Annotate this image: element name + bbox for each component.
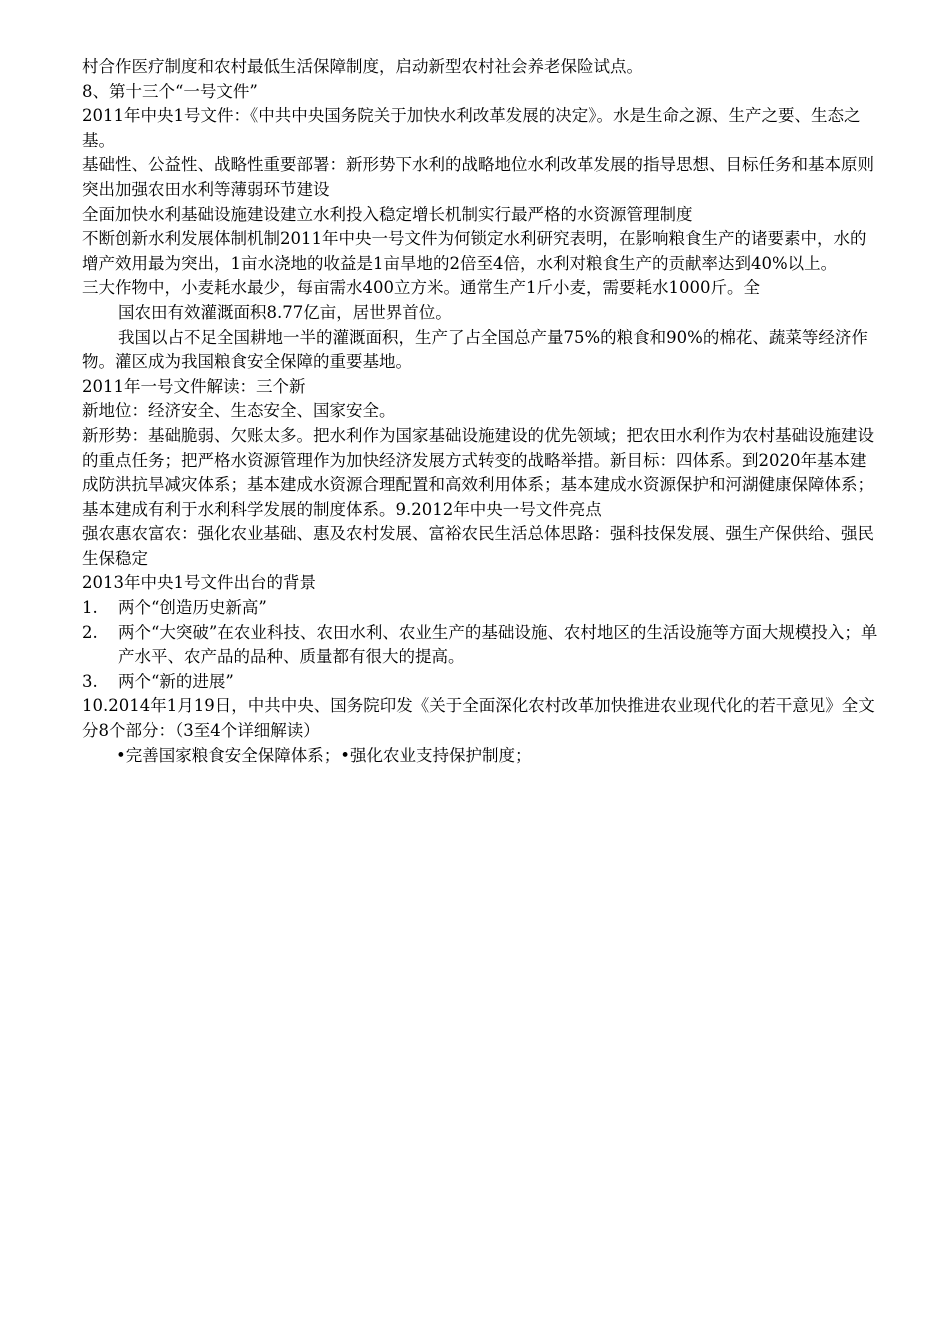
numbered-item [82,596,882,621]
paragraph-indented: 我国以占不足全国耕地一半的灌溉面积，生产了占全国总产量75%的粮食和90%的棉花、蔬菜等经济作物。灌区成为我国粮食安全保障的重要基地。 [82,327,868,372]
paragraph-first-line: 三大作物中，小麦耗水最少，每亩需水400立方米。通常生产1斤小麦，需要耗水1000斤。全 [82,278,760,298]
section-heading: 2011年一号文件解读：三个新 [82,376,306,396]
bullet-item: •完善国家粮食安全保障体系； [116,745,341,765]
paragraph: 2011年中央1号文件：《中共中央国务院关于加快水利改革发展的决定》。水是生命之源、生产之要、生态之基。 [82,106,861,150]
item-number: 2. [82,622,98,642]
item-text: 两个“大突破”在农业科技、农田水利、农业生产的基础设施、农村地区的生活设施等方面大规模投入；单产水平、农产品的品种、质量都有很大的提高。 [118,622,878,667]
paragraph: 全面加快水利基础设施建设建立水利投入稳定增长机制实行最严格的水资源管理制度 [82,204,693,224]
paragraph: 新形势：基础脆弱、欠账太多。把水利作为国家基础设施建设的优先领域；把农田水利作为农村基础设施建设的重点任务；把严格水资源管理作为加快经济发展方式转变的战略举措。新目标：四体系。到2020年基本建成防洪抗旱减灾体系；基本建成水资源合理配置和高效利用体系；基本建成水资源保护和河湖健康保障体系；基本建成有利于水利科学发展的制度体系。9.2012年中央一号文件亮点 [82,425,874,519]
paragraph: 村合作医疗制度和农村最低生活保障制度，启动新型农村社会养老保险试点。 [82,57,643,76]
paragraph-hanging [82,276,882,325]
paragraph: 不断创新水利发展体制机制2011年中央一号文件为何锁定水利研究表明，在影响粮食生产的诸要素中，水的增产效用最为突出，1亩水浇地的收益是1亩旱地的2倍至4倍，水利对粮食生产的贡献率达到40%以上。 [82,229,867,273]
item-number: 3. [82,671,98,691]
item-text: 两个“创造历史新高” [118,598,267,618]
paragraph: 基础性、公益性、战略性重要部署：新形势下水利的战略地位水利改革发展的指导思想、目标任务和基本原则突出加强农田水利等薄弱环节建设 [82,155,874,199]
paragraph: 10.2014年1月19日，中共中央、国务院印发《关于全面深化农村改革加快推进农业现代化的若干意见》全文分8个部分：（3至4个详细解读） [82,696,875,741]
bullet-line [82,744,882,769]
paragraph: 新地位：经济安全、生态安全、国家安全。 [82,401,396,421]
numbered-item [82,670,882,695]
section-heading: 8、第十三个“一号文件” [82,81,258,101]
bullet-item: •强化农业支持保护制度； [340,745,532,765]
paragraph: 强农惠农富农：强化农业基础、惠及农村发展、富裕农民生活总体思路：强科技保发展、强生产保供给、强民生保稳定 [82,524,874,568]
numbered-item [82,621,882,670]
item-text: 两个“新的进展” [118,671,234,691]
section-heading: 2013年中央1号文件出台的背景 [82,573,316,593]
item-number: 1. [82,598,98,618]
document-page [82,55,882,768]
paragraph-continuation: 国农田有效灌溉面积8.77亿亩，居世界首位。 [118,302,452,322]
